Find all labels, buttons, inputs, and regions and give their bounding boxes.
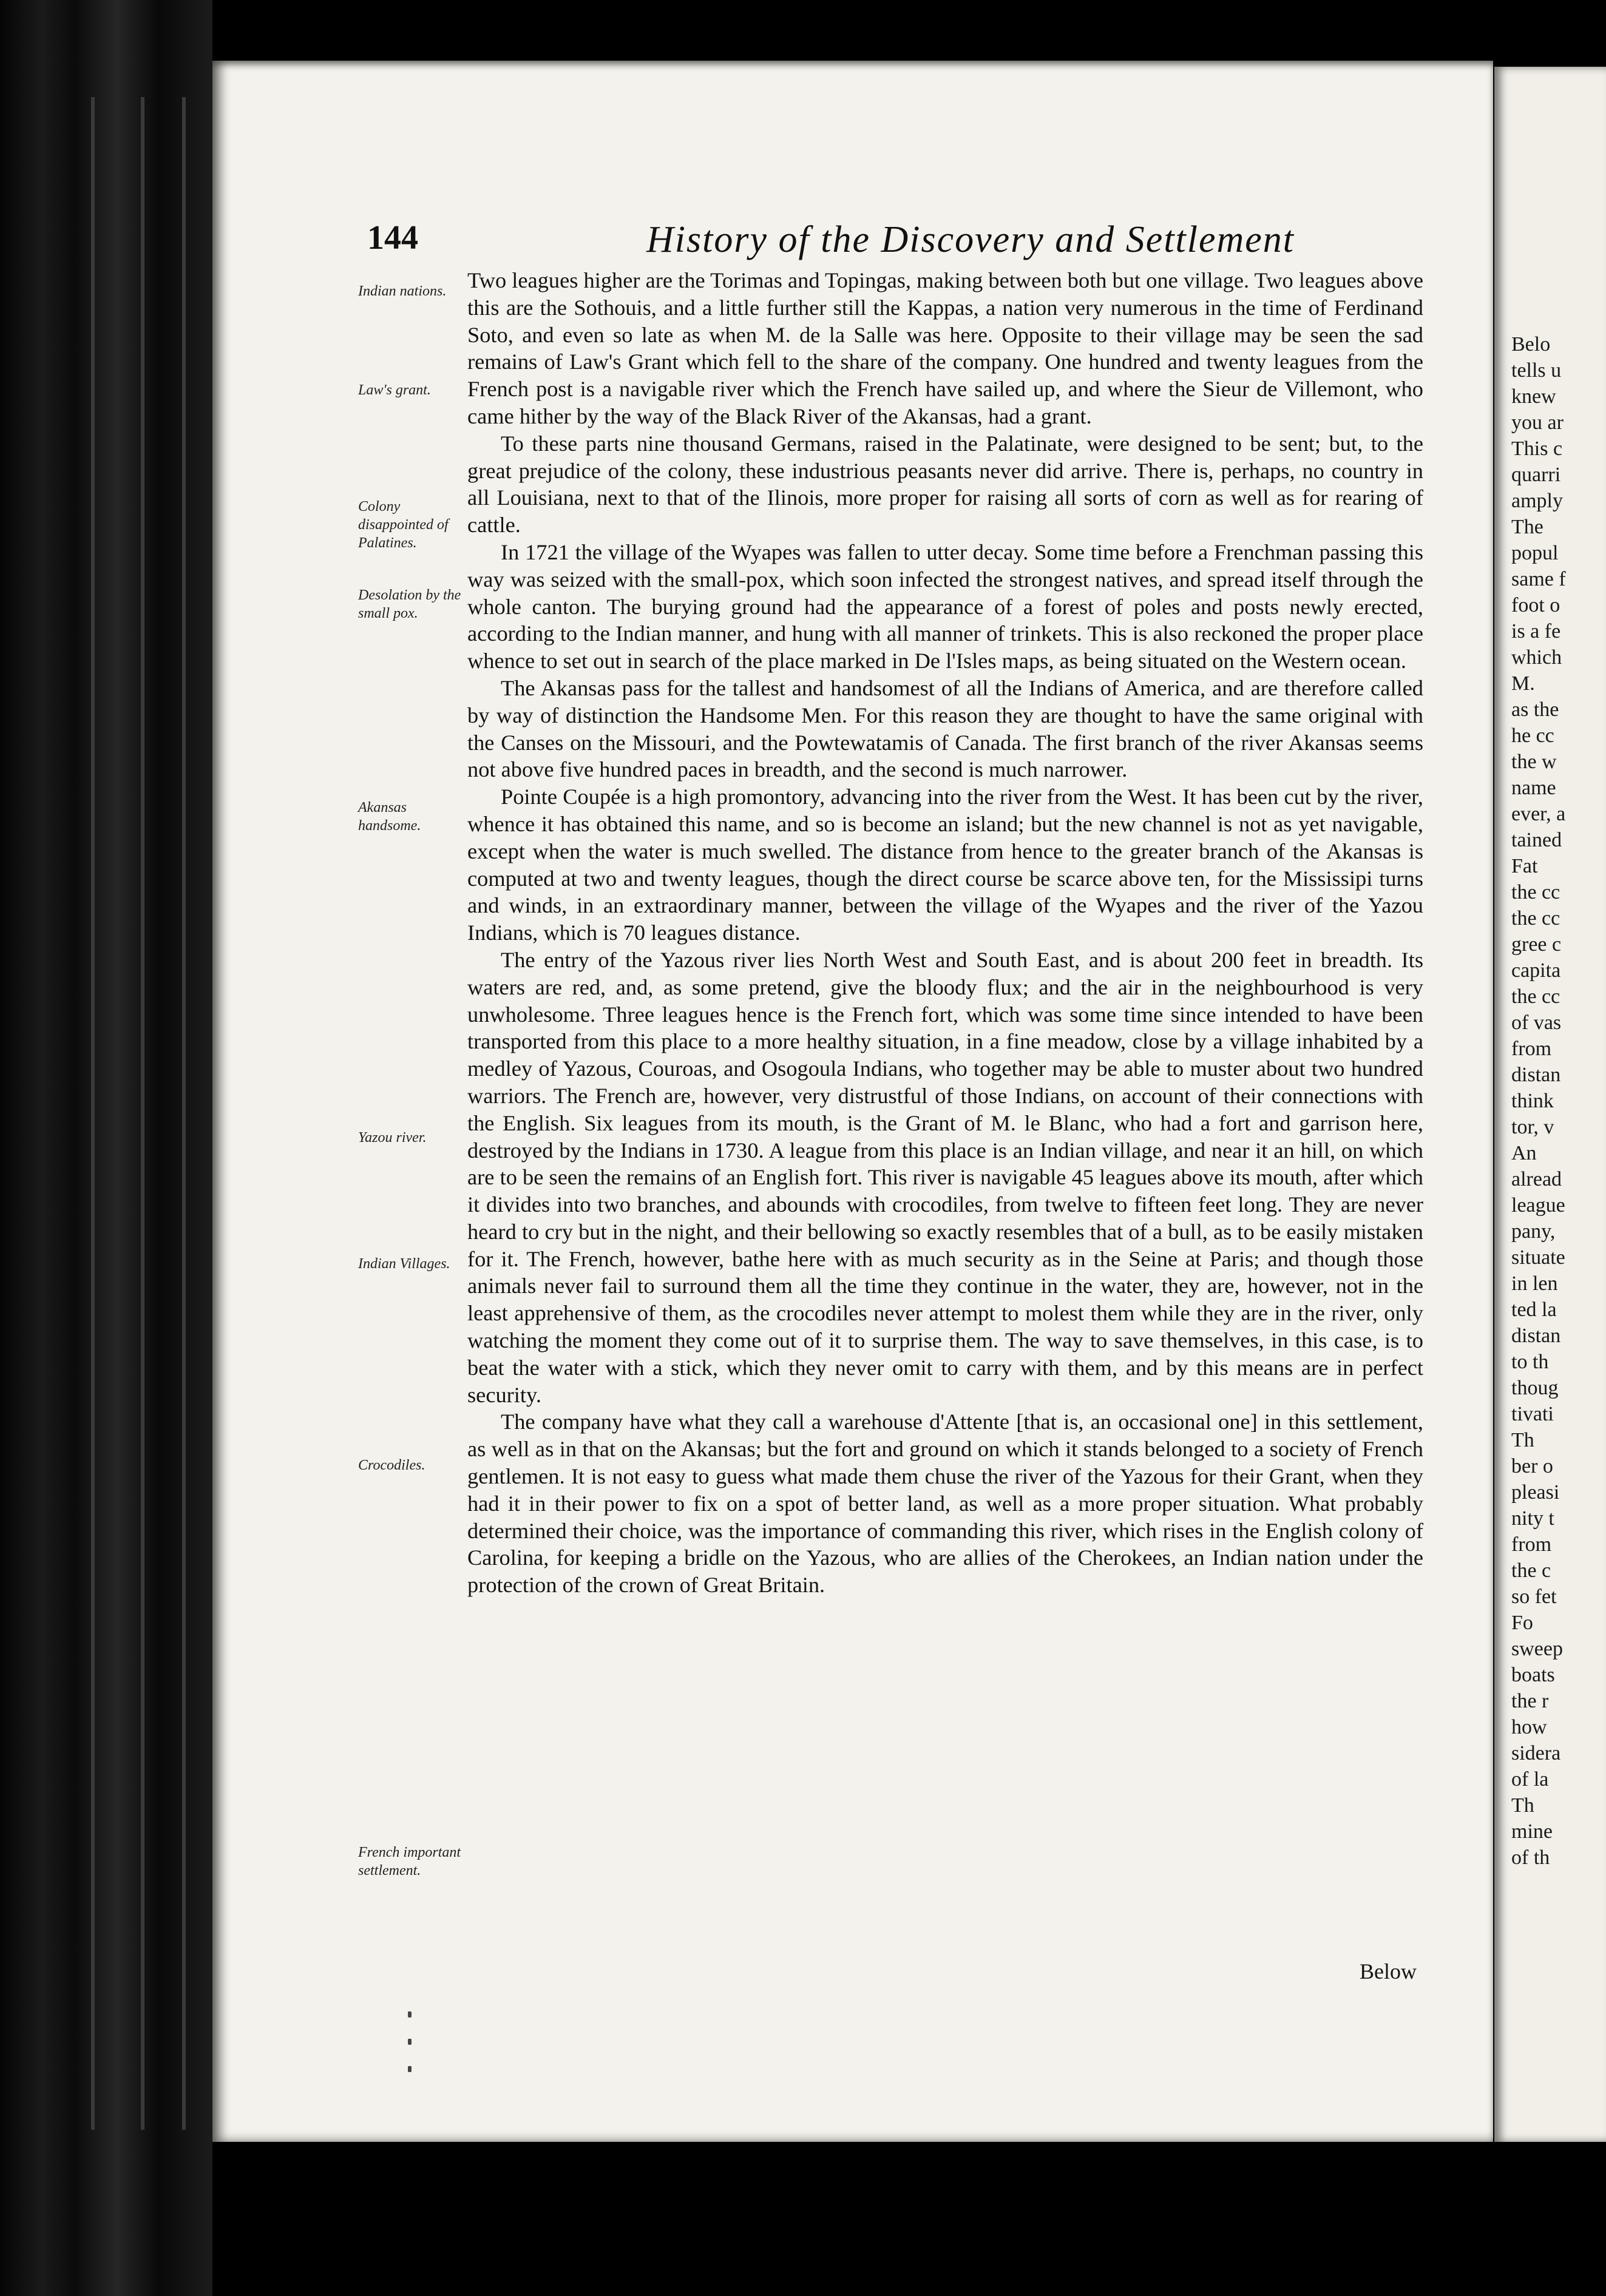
facing-page-line: pleasi <box>1511 1481 1560 1504</box>
facing-page-line: from <box>1511 1038 1552 1060</box>
facing-page-line: the c <box>1511 1559 1551 1582</box>
facing-page-line: of vas <box>1511 1011 1562 1034</box>
page-right <box>1494 67 1606 2142</box>
facing-page-line: you ar <box>1511 411 1564 434</box>
facing-page-line: sweep <box>1511 1638 1563 1660</box>
facing-page-line: tor, v <box>1511 1116 1554 1138</box>
facing-page-line: of th <box>1511 1846 1550 1869</box>
body-text <box>467 267 1423 1599</box>
facing-page-line: Fo <box>1511 1612 1533 1634</box>
sidenote: Indian nations. <box>358 283 447 299</box>
facing-page-fragments <box>1511 331 1606 1871</box>
facing-page-line: amply <box>1511 490 1563 512</box>
sidenote: Desolation by the small pox. <box>358 587 461 621</box>
facing-page-line: M. <box>1511 672 1535 695</box>
sidenote: Indian Villages. <box>358 1256 450 1272</box>
facing-page-line: the r <box>1511 1690 1549 1712</box>
sidenote: French important settlement. <box>358 1845 461 1879</box>
facing-page-line: same f <box>1511 568 1566 590</box>
facing-page-line: Fat <box>1511 855 1538 877</box>
book-spine <box>0 0 212 2296</box>
paragraph: The Akansas pass for the tallest and handsomest of all the Indians of America, and are therefore called by way of distinction the Handsome Men. For this reason they are thought to have the same original with the Canses on the Missouri, and the Powtewatamis of Canada. The first branch of the river Akansas seems not above five hundred paces in breadth, and the second is much narrower. <box>467 675 1423 782</box>
sidenote: Law's grant. <box>358 382 431 398</box>
facing-page-line: which <box>1511 646 1562 669</box>
facing-page-line: nity t <box>1511 1507 1554 1530</box>
facing-page-line: in len <box>1511 1272 1558 1295</box>
facing-page-line: tivati <box>1511 1403 1554 1425</box>
facing-page-line: alread <box>1511 1168 1562 1190</box>
spine-edge-line <box>141 97 144 2130</box>
page-header <box>367 218 1472 267</box>
paragraph: Pointe Coupée is a high promontory, advancing into the river from the West. It has been cut by the river, whence it has obtained this name, and so is become an island; but the new channel is not as yet navigable, except when the water is much swelled. The distance from hence to the greater branch of the Akansas is computed at two and twenty leagues, though the direct course be scarce above ten, for the Mississipi turns and winds, in an extraordinary manner, between the village of the Wyapes and the river of the Yazou Indians, which is 70 leagues distance. <box>467 785 1423 945</box>
facing-page-line: The <box>1511 516 1543 538</box>
facing-page-line: the w <box>1511 751 1557 773</box>
paragraph: In 1721 the village of the Wyapes was fallen to utter decay. Some time before a Frenchman passing this way was seized with the small-pox, which soon infected the strongest natives, and spread itself through the whole canton. The burying ground had the appearance of a forest of poles and posts newly erected, according to the Indian manner, and hung with all manner of trinkets. This is also reckoned the proper place whence to set out in search of the place marked in De l'Isles maps, as being situated on the Western ocean. <box>467 539 1423 674</box>
sidenote: Colony disappointed of Palatines. <box>358 499 449 551</box>
facing-page-line: quarri <box>1511 464 1561 486</box>
facing-page-line: distan <box>1511 1064 1561 1086</box>
facing-page-line: An <box>1511 1142 1537 1164</box>
facing-page-line: knew <box>1511 385 1556 408</box>
facing-page-line: Th <box>1511 1794 1534 1817</box>
spine-edge-line <box>91 97 95 2130</box>
facing-page-line: capita <box>1511 959 1561 982</box>
facing-page-line: of la <box>1511 1768 1549 1791</box>
facing-page-line: as the <box>1511 698 1559 721</box>
sidenote: Yazou river. <box>358 1130 427 1146</box>
facing-page-line: thoug <box>1511 1377 1559 1399</box>
facing-page-line: he cc <box>1511 724 1554 747</box>
paragraph: The entry of the Yazous river lies North West and South East, and is about 200 feet in breadth. Its waters are red, and, as some pretend, give the bloody flux; and the air in the neighbourhood is very unwholesome. Three leagues hence is the French fort, which was some time since intended to have been transported from this place to a more healthy situation, in a fine meadow, close by a village inhabited by a medley of Yazous, Couroas, and Osogoula Indians, who together may be able to muster about two hundred warriors. The French are, however, very distrustful of those Indians, on account of their connections with the English. Six leagues from its mouth, is the Grant of M. le Blanc, who had a fort and garrison here, destroyed by the Indians in 1730. A league from this place is an Indian village, and near it an hill, on which are to be seen the remains of an English fort. This river is navigable 45 leagues above its mouth, after which it divides into two branches, and abounds with crocodiles, from twelve to fifteen feet long. They are never heard to cry but in the night, and their bellowing so exactly resembles that of a bull, as to be easily mistaken for it. The French, however, bathe here with as much security as in the Seine at Paris; and though those animals never fail to surround them all the time they continue in the water, they are, however, not in the least apprehensive of them, as the crocodiles never attempt to molest them while they are in the river, only watching the moment they come out of it to surprise them. The way to save themselves, in this case, is to beat the water with a stick, which they never omit to carry with them, and by this means are in perfect security. <box>467 947 1423 1407</box>
facing-page-line: so fet <box>1511 1585 1557 1608</box>
facing-page-line: name <box>1511 777 1556 799</box>
print-speck <box>408 2011 412 2017</box>
paragraph: Two leagues higher are the Torimas and Topingas, making between both but one village. Two leagues above this are the Sothouis, and a little further still the Kappas, a nation very numerous in the time of Ferdinand Soto, and even so late as when M. de la Salle was here. Opposite to their village may be seen the sad remains of Law's Grant which fell to the share of the company. One hundred and twenty leagues from the French post is a navigable river which the French have sailed up, and where the Sieur de Villemont, who came hither by the way of the Black River of the Akansas, had a grant. <box>467 268 1423 428</box>
facing-page-line: how <box>1511 1716 1547 1738</box>
paragraph: The company have what they call a warehouse d'Attente [that is, an occasional one] in this settlement, as well as in that on the Akansas; but the fort and ground on which it stands belonged to a society of French gentlemen. It is not easy to guess what made them chuse the river of the Yazous for their Grant, when they had it in their power to fix on a spot of better land, as well as a more proper situation. What probably determined their choice, was the importance of commanding this river, which rises in the English colony of Carolina, for keeping a bridle on the Yazous, who are allies of the Cherokees, an Indian nation under the protection of the crown of Great Britain. <box>467 1410 1423 1598</box>
facing-page-line: the cc <box>1511 907 1560 930</box>
facing-page-line: sidera <box>1511 1742 1561 1764</box>
facing-page-line: Th <box>1511 1429 1534 1451</box>
paragraph: To these parts nine thousand Germans, raised in the Palatinate, were designed to be sent; but, to the great prejudice of the colony, these industrious peasants never did arrive. There is, perhaps, no country in all Louisiana, next to that of the Ilinois, more proper for raising all sorts of corn as well as for rearing of cattle. <box>467 431 1423 538</box>
spine-edge-line <box>182 97 186 2130</box>
facing-page-line: gree c <box>1511 933 1562 956</box>
print-speck <box>408 2066 412 2072</box>
facing-page-line: the cc <box>1511 985 1560 1008</box>
print-specks <box>408 2011 415 2078</box>
facing-page-line: distan <box>1511 1325 1561 1347</box>
facing-page-line: popul <box>1511 542 1559 564</box>
page-number: 144 <box>367 219 418 257</box>
facing-page-line: tained <box>1511 829 1562 851</box>
facing-page-line: tells u <box>1511 359 1562 382</box>
facing-page-line: ever, a <box>1511 803 1566 825</box>
facing-page-line: league <box>1511 1194 1565 1217</box>
facing-page-line: boats <box>1511 1664 1555 1686</box>
print-speck <box>408 2039 412 2045</box>
facing-page-line: from <box>1511 1533 1552 1556</box>
facing-page-line: Belo <box>1511 333 1551 356</box>
facing-page-line: the cc <box>1511 881 1560 903</box>
facing-page-line: ber o <box>1511 1455 1553 1477</box>
facing-page-line: ted la <box>1511 1298 1557 1321</box>
facing-page-line: think <box>1511 1090 1554 1112</box>
facing-page-line: This c <box>1511 437 1563 460</box>
facing-page-line: pany, <box>1511 1220 1556 1243</box>
sidenote: Crocodiles. <box>358 1457 425 1473</box>
running-title: History of the Discovery and Settlement <box>646 219 1295 260</box>
catchword: Below <box>1360 1959 1417 1984</box>
facing-page-line: to th <box>1511 1351 1549 1373</box>
facing-page-line: foot o <box>1511 594 1560 616</box>
facing-page-line: is a fe <box>1511 620 1561 643</box>
sidenote: Akansas handsome. <box>358 800 421 834</box>
facing-page-line: mine <box>1511 1820 1553 1843</box>
facing-page-line: situate <box>1511 1246 1565 1269</box>
